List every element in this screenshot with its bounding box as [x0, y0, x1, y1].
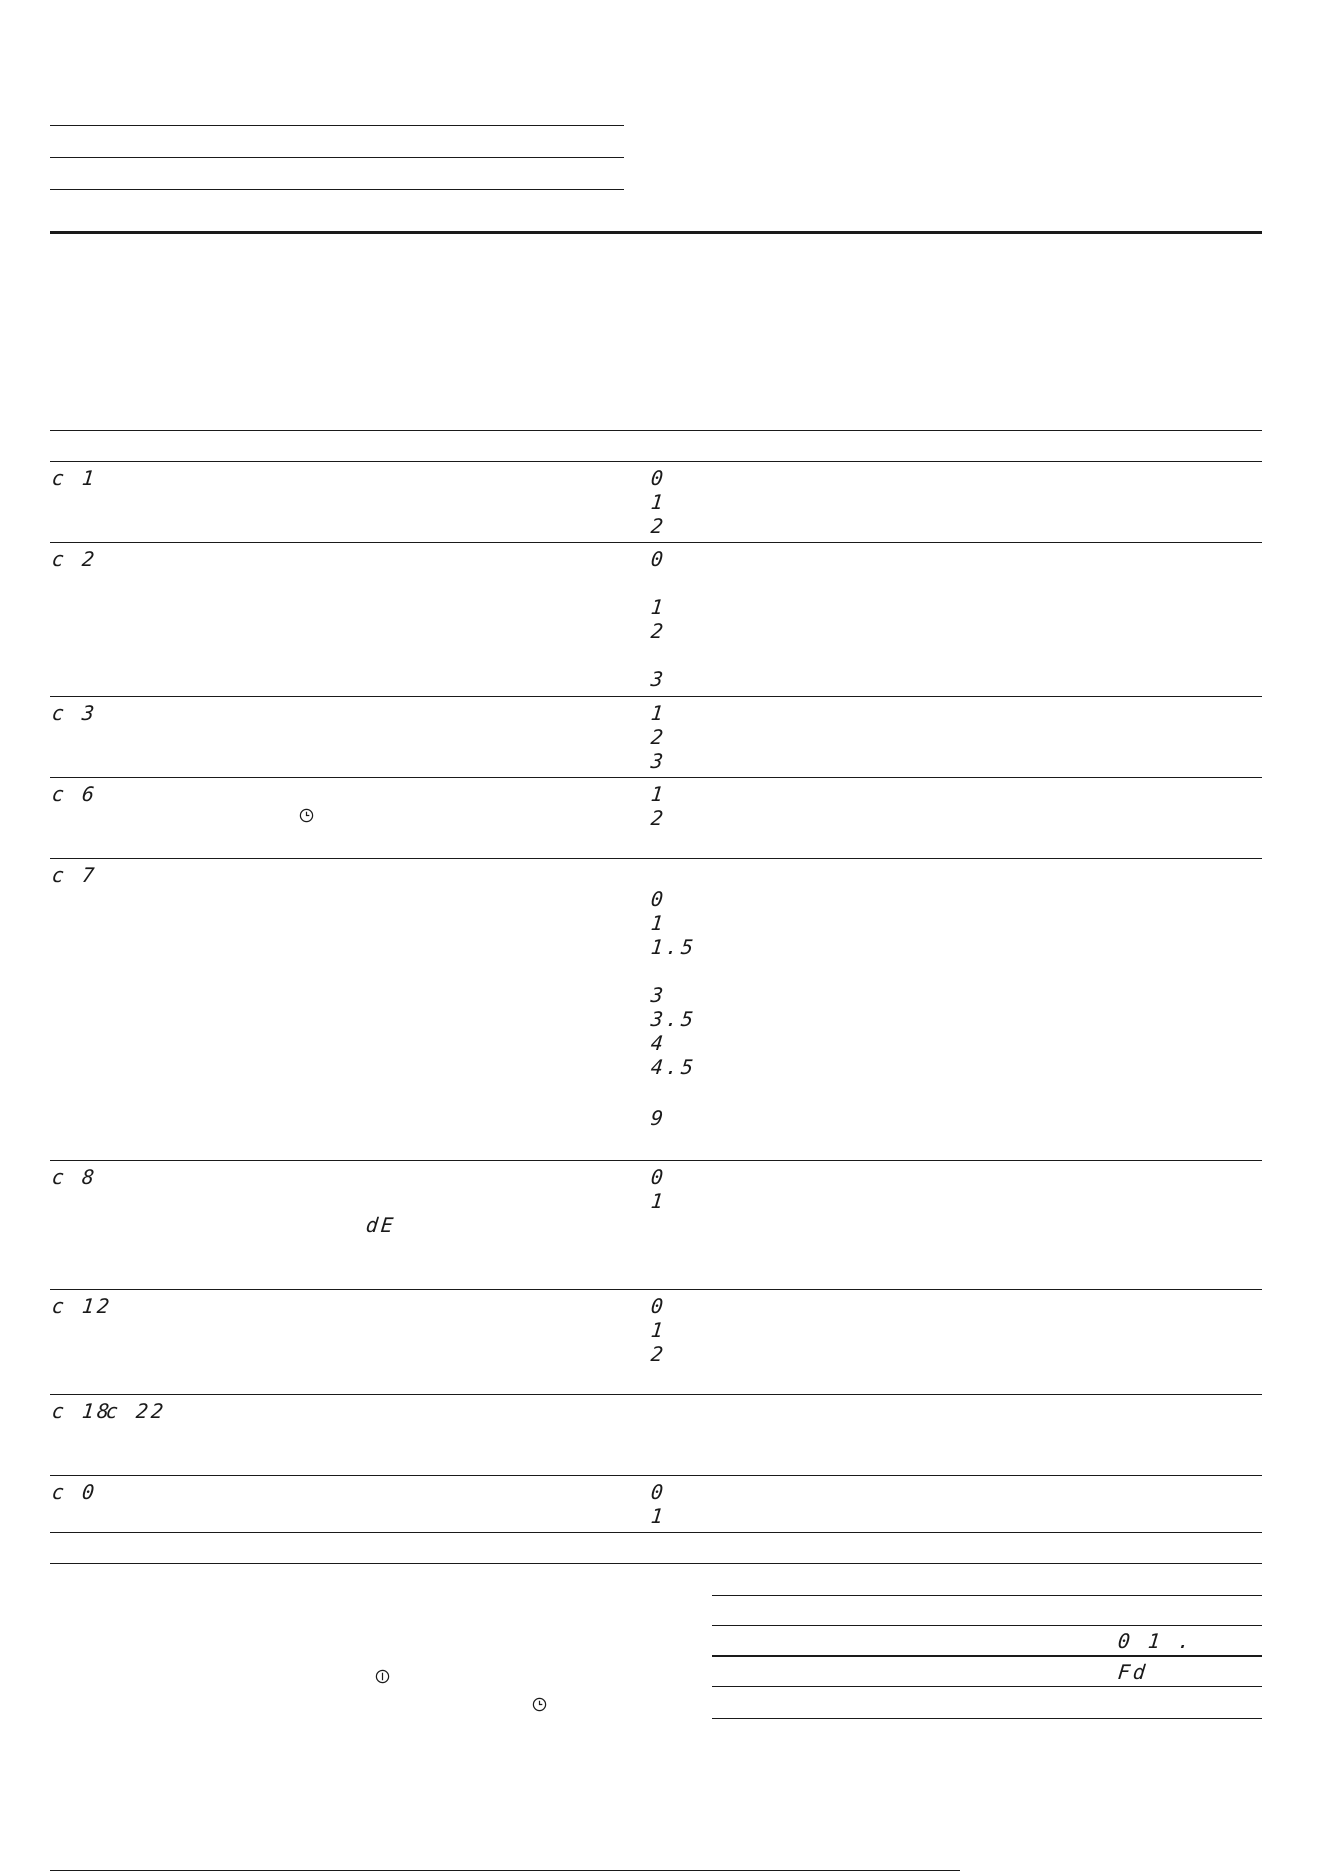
setting-value: 1 — [649, 1504, 668, 1528]
setting-code: c 1 — [50, 466, 99, 490]
setting-value: 2 — [649, 619, 668, 643]
row-divider — [50, 1289, 1262, 1290]
row-divider — [50, 542, 1262, 543]
setting-value: 1 — [649, 1318, 668, 1342]
display-table-rule — [712, 1655, 1262, 1657]
setting-code: c 0 — [50, 1480, 99, 1504]
setting-value: 1 — [649, 911, 668, 935]
setting-value: 4.5 — [649, 1055, 698, 1079]
table-bottom-rule — [50, 1563, 1262, 1564]
setting-code-range-end: c 22 — [104, 1399, 168, 1423]
setting-value: 9 — [649, 1106, 668, 1130]
setting-value: 1 — [649, 1189, 668, 1213]
setting-value: 0 — [649, 1165, 668, 1189]
header-rule-2 — [50, 157, 624, 158]
display-code: 0 1 . — [1116, 1629, 1195, 1653]
setting-value: 0 — [649, 1294, 668, 1318]
row-divider — [50, 1160, 1262, 1161]
setting-value: 2 — [649, 806, 668, 830]
row-divider — [50, 777, 1262, 778]
power-icon — [375, 1669, 390, 1684]
setting-code: c 6 — [50, 782, 99, 806]
setting-value: 3 — [649, 667, 668, 691]
setting-code: c 12 — [50, 1294, 114, 1318]
display-table-top — [712, 1595, 1262, 1596]
display-table-row-divider — [712, 1686, 1262, 1687]
setting-code: c 8 — [50, 1165, 99, 1189]
setting-value: 4 — [649, 1031, 668, 1055]
setting-value: 2 — [649, 514, 668, 538]
setting-value: 3.5 — [649, 1007, 698, 1031]
footer-rule — [50, 1870, 960, 1871]
row-divider — [50, 858, 1262, 859]
section-divider — [50, 231, 1262, 234]
clock-icon — [299, 808, 314, 823]
setting-value: 0 — [649, 466, 668, 490]
display-table-header-bottom — [712, 1625, 1262, 1626]
setting-code: c 18 — [50, 1399, 114, 1423]
clock-icon — [532, 1697, 547, 1712]
display-code: Fd — [1116, 1660, 1150, 1684]
setting-value: 3 — [649, 983, 668, 1007]
header-rule-1 — [50, 125, 624, 126]
setting-code: c 3 — [50, 701, 99, 725]
setting-code: c 2 — [50, 547, 99, 571]
table-header-top — [50, 430, 1262, 431]
setting-value: 1.5 — [649, 935, 698, 959]
setting-value: 2 — [649, 1342, 668, 1366]
row-divider — [50, 1532, 1262, 1533]
inline-display-code: dE — [364, 1213, 398, 1237]
setting-value: 0 — [649, 887, 668, 911]
setting-value: 1 — [649, 490, 668, 514]
row-divider — [50, 1475, 1262, 1476]
setting-value: 0 — [649, 1480, 668, 1504]
setting-code: c 7 — [50, 863, 99, 887]
row-divider — [50, 1394, 1262, 1395]
setting-value: 1 — [649, 595, 668, 619]
setting-value: 2 — [649, 725, 668, 749]
row-divider — [50, 696, 1262, 697]
display-table-bottom — [712, 1718, 1262, 1719]
setting-value: 1 — [649, 782, 668, 806]
setting-value: 0 — [649, 547, 668, 571]
header-rule-3 — [50, 189, 624, 190]
setting-value: 1 — [649, 701, 668, 725]
table-header-bottom — [50, 461, 1262, 462]
setting-value: 3 — [649, 749, 668, 773]
